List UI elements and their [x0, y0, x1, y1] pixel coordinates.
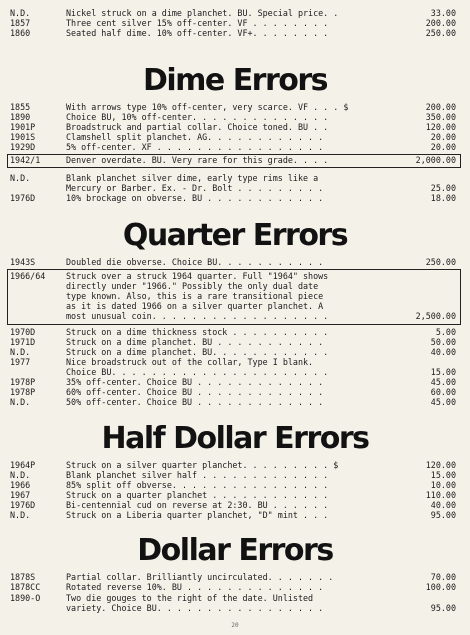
- item-price: 2,500.00: [415, 311, 456, 321]
- item-date: 1977: [10, 357, 31, 367]
- item-date: 1890-O: [10, 593, 41, 603]
- item-date: 1964P: [10, 460, 36, 470]
- item-description: Seated half dime. 10% off-center. VF+. . . . . . . .: [66, 28, 329, 38]
- item-date: 1942/1: [10, 155, 41, 165]
- item-date: 1966: [10, 480, 31, 490]
- item-description: Mercury or Barber. Ex. - Dr. Bolt . . . . . . . . .: [66, 183, 324, 193]
- section-title: Dime Errors: [142, 63, 328, 98]
- item-description: 10% brockage on obverse. BU . . . . . . . . . . . .: [66, 193, 324, 203]
- item-date: 1901P: [10, 122, 36, 132]
- item-description: Three cent silver 15% off-center. VF . . . . . . . .: [66, 18, 329, 28]
- item-price: 110.00: [425, 490, 456, 500]
- item-description: Struck on a dime planchet. BU. . . . . . . . . . . .: [66, 347, 329, 357]
- item-date: 1878CC: [10, 582, 41, 592]
- item-description: most unusual coin. . . . . . . . . . . . . . . . . .: [66, 311, 329, 321]
- item-description: Broadstruck and partial collar. Choice toned. BU . .: [66, 122, 329, 132]
- section-title: Quarter Errors: [122, 218, 348, 253]
- item-price: 350.00: [425, 112, 456, 122]
- section-title: Half Dollar Errors: [101, 421, 369, 456]
- item-description: Struck on a dime thickness stock . . . . . . . . . .: [66, 327, 329, 337]
- item-price: 60.00: [430, 387, 456, 397]
- item-price: 20.00: [430, 132, 456, 142]
- item-price: 100.00: [425, 582, 456, 592]
- item-price: 10.00: [430, 480, 456, 490]
- item-description: Struck on a Liberia quarter planchet, "D" mint . . .: [66, 510, 329, 520]
- item-description: 5% off-center. XF . . . . . . . . . . . . . . . . .: [66, 142, 324, 152]
- item-description: as it is dated 1966 on a silver quarter planchet. A: [66, 301, 324, 311]
- item-date: 1967: [10, 490, 31, 500]
- item-date: N.D.: [10, 510, 31, 520]
- item-description: Choice BU. . . . . . . . . . . . . . . . . . . . . .: [66, 367, 329, 377]
- item-description: type known. Also, this is a rare transitional piece: [66, 291, 324, 301]
- item-description: Blank planchet silver half . . . . . . . . . . . . .: [66, 470, 329, 480]
- item-description: Struck on a quarter planchet . . . . . . . . . . . .: [66, 490, 329, 500]
- item-price: 25.00: [430, 183, 456, 193]
- item-price: 250.00: [425, 28, 456, 38]
- item-date: N.D.: [10, 347, 31, 357]
- item-description: Nickel struck on a dime planchet. BU. Special price. .: [66, 8, 339, 18]
- item-description: Rotated reverse 10%. BU . . . . . . . . . . . . . .: [66, 582, 324, 592]
- item-date: N.D.: [10, 8, 31, 18]
- item-date: 1890: [10, 112, 31, 122]
- item-description: directly under "1966." Possibly the only dual date: [66, 281, 319, 291]
- item-description: Two die gouges to the right of the date. Unlisted: [66, 593, 314, 603]
- item-price: 2,000.00: [415, 155, 456, 165]
- item-date: 1970D: [10, 327, 36, 337]
- item-price: 120.00: [425, 122, 456, 132]
- item-price: 45.00: [430, 377, 456, 387]
- item-date: 1857: [10, 18, 31, 28]
- item-price: 5.00: [435, 327, 456, 337]
- item-price: 95.00: [430, 510, 456, 520]
- item-date: 1971D: [10, 337, 36, 347]
- item-date: 1978P: [10, 377, 36, 387]
- item-price: 15.00: [430, 367, 456, 377]
- item-price: 200.00: [425, 102, 456, 112]
- item-description: Struck on a silver quarter planchet. . . . . . . . . $: [66, 460, 339, 470]
- item-description: 60% off-center. Choice BU . . . . . . . . . . . . .: [66, 387, 324, 397]
- item-price: 40.00: [430, 347, 456, 357]
- item-description: Bi-centennial cud on reverse at 2:30. BU . . . . . .: [66, 500, 329, 510]
- item-date: 1943S: [10, 257, 36, 267]
- item-date: N.D.: [10, 173, 31, 183]
- item-price: 200.00: [425, 18, 456, 28]
- item-date: N.D.: [10, 470, 31, 480]
- item-description: With arrows type 10% off-center, very scarce. VF . . . $: [66, 102, 349, 112]
- item-date: 1978P: [10, 387, 36, 397]
- item-description: 85% split off obverse. . . . . . . . . . . . . . . .: [66, 480, 329, 490]
- item-description: Struck on a dime planchet. BU . . . . . . . . . . .: [66, 337, 324, 347]
- item-date: 1878S: [10, 572, 36, 582]
- item-price: 45.00: [430, 397, 456, 407]
- item-description: Choice BU, 10% off-center. . . . . . . . . . . . . .: [66, 112, 329, 122]
- item-date: N.D.: [10, 397, 31, 407]
- item-price: 18.00: [430, 193, 456, 203]
- item-date: 1976D: [10, 500, 36, 510]
- item-date: 1860: [10, 28, 31, 38]
- item-date: 1976D: [10, 193, 36, 203]
- item-price: 250.00: [425, 257, 456, 267]
- section-title: Dollar Errors: [137, 533, 333, 568]
- item-price: 70.00: [430, 572, 456, 582]
- item-description: variety. Choice BU. . . . . . . . . . . . . . . . .: [66, 603, 324, 613]
- item-date: 1901S: [10, 132, 36, 142]
- page-number: 20: [231, 622, 239, 629]
- item-price: 15.00: [430, 470, 456, 480]
- item-price: 33.00: [430, 8, 456, 18]
- item-price: 95.00: [430, 603, 456, 613]
- item-price: 50.00: [430, 337, 456, 347]
- item-description: Blank planchet silver dime, early type rims like a: [66, 173, 319, 183]
- item-price: 120.00: [425, 460, 456, 470]
- item-description: Nice broadstruck out of the collar, Type I blank.: [66, 357, 314, 367]
- item-description: Doubled die obverse. Choice BU. . . . . . . . . . .: [66, 257, 324, 267]
- item-description: 35% off-center. Choice BU . . . . . . . . . . . . .: [66, 377, 324, 387]
- item-date: 1929D: [10, 142, 36, 152]
- item-description: Denver overdate. BU. Very rare for this grade. . . .: [66, 155, 329, 165]
- item-price: 20.00: [430, 142, 456, 152]
- item-date: 1855: [10, 102, 31, 112]
- item-description: Clamshell split planchet. AG. . . . . . . . . . . .: [66, 132, 324, 142]
- item-description: Struck over a struck 1964 quarter. Full "1964" shows: [66, 271, 329, 281]
- item-description: 50% off-center. Choice BU . . . . . . . . . . . . .: [66, 397, 324, 407]
- item-date: 1966/64: [10, 271, 46, 281]
- item-description: Partial collar. Brilliantly uncirculated. . . . . . .: [66, 572, 334, 582]
- item-price: 40.00: [430, 500, 456, 510]
